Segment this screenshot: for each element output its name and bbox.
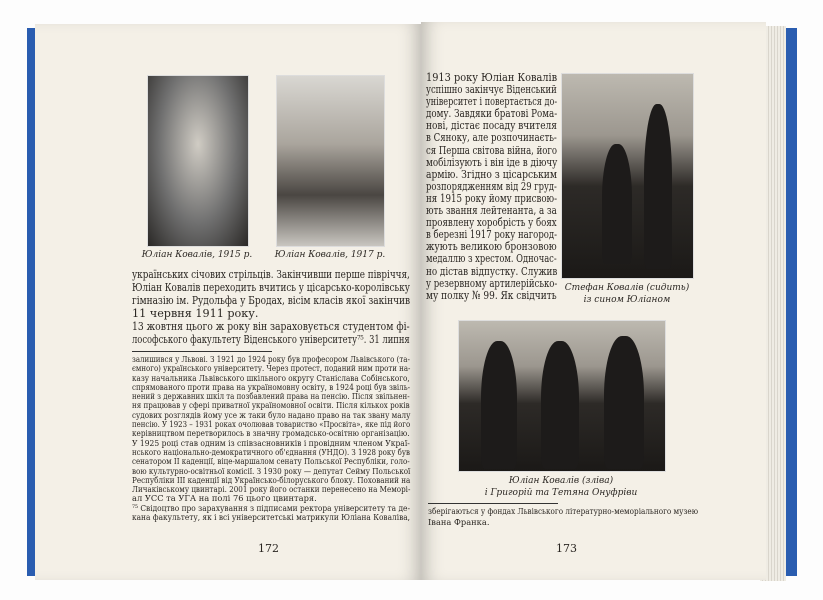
text-line: керівництвом перетворилось в значну громадсько-освітню організацію. bbox=[132, 428, 410, 439]
seated-figure bbox=[602, 144, 632, 264]
photo-caption: Юліан Ковалів, 1915 р. bbox=[141, 250, 253, 260]
text-line: залишився у Львові. З 1921 до 1924 року був професором Львівського (та- bbox=[132, 354, 410, 364]
page-number: 172 bbox=[258, 542, 279, 555]
footnote-divider bbox=[428, 503, 558, 504]
standing-figure bbox=[644, 104, 672, 269]
text-line: ня працював у сфері приватної україномовної освіти. Після кількох років bbox=[132, 400, 410, 411]
left-footnote-text bbox=[132, 355, 410, 522]
text-line: університет і повертається до- bbox=[426, 95, 558, 109]
text-line: Личаківському цвинтарі. 2001 року його останки перенесено на Меморі- bbox=[132, 484, 411, 495]
text-line: судових розглядів йому усе ж таки було надано право на так звану малу bbox=[132, 409, 411, 420]
text-line: зберігаються у фондах Львівського літературно-меморіального музею bbox=[428, 506, 699, 516]
text-line: мобілізують і він іде в діючу bbox=[426, 155, 558, 169]
photo-caption: Юліан Ковалів (зліва) і Григорій та Тетяна Онуфріви bbox=[484, 476, 638, 498]
text-line: армію. Згідно з цісарським bbox=[426, 167, 558, 181]
text-line: ють звання лейтенанта, а за bbox=[426, 204, 557, 218]
figure bbox=[604, 336, 644, 469]
photo-caption: Юліан Ковалів, 1917 р. bbox=[274, 250, 386, 260]
text-line: но дістав відпустку. Служив bbox=[426, 264, 558, 278]
text-line: в Сяноку, але розпочинаєть- bbox=[426, 131, 557, 145]
text-line: нові, дістає посаду вчителя bbox=[426, 119, 557, 133]
text-line: 1913 року Юліан Ковалів bbox=[426, 71, 558, 84]
text-line: вою культурно-освітньої комісії. З 1930 року — депутат Сейму Польської bbox=[132, 465, 411, 476]
text-line: ємного) українського університету. Через протест, поданий ним проти на- bbox=[132, 363, 411, 374]
text-line: ⁷⁵ Свідоцтво про зарахування з підписами ректора університету та де- bbox=[132, 502, 410, 513]
text-line: ня 1915 року йому присвою- bbox=[426, 191, 558, 205]
text-line: українських січових стрільців. Закінчивши перше півріччя, bbox=[132, 268, 410, 281]
text-line: у резервному артилерійсько- bbox=[426, 276, 558, 290]
text-line: У 1925 році став одним із співзасновників і провідним членом Украї- bbox=[132, 437, 410, 448]
photo-kovaliv-1915 bbox=[147, 75, 249, 247]
left-body-text bbox=[132, 268, 410, 346]
photo-kovaliv-onufriv bbox=[458, 320, 666, 472]
text-line: Республіки III каденції від Українсько-білоруського блоку. Похований на bbox=[132, 474, 411, 485]
right-footnote-text bbox=[428, 506, 698, 528]
text-line: ал УСС та УГА на полі 76 цього цвинтаря. bbox=[132, 493, 317, 504]
photo-caption: Стефан Ковалів (сидить) із сином Юліаном bbox=[564, 283, 690, 305]
text-line: в березні 1917 року нагород- bbox=[426, 228, 558, 242]
text-line: гімназію ім. Рудольфа у Бродах, вісім класів якої закінчив bbox=[132, 294, 411, 307]
text-line: спрямованого проти права на україномовну освіту, в 1924 році був звіль- bbox=[132, 381, 411, 392]
text-line: Юліан Ковалів переходить вчитись у цісарсько-королівську bbox=[132, 281, 410, 294]
page-number: 173 bbox=[556, 542, 577, 555]
text-line: казу начальника Львівського шкільного округу Станіслава Собінського, bbox=[132, 372, 410, 383]
text-line: успішно закінчує Віденський bbox=[426, 83, 557, 97]
text-line: медаллю з хрестом. Одночас- bbox=[426, 252, 557, 266]
text-line: нений з державних шкіл та позбавлений права на пенсію. Після звільнен- bbox=[132, 391, 410, 402]
text-line: лософського факультету Віденського університету⁷⁵. 31 липня bbox=[132, 333, 410, 346]
right-body-text bbox=[426, 72, 557, 302]
figure bbox=[541, 341, 579, 469]
figure bbox=[481, 341, 517, 469]
footnote-divider bbox=[132, 351, 272, 352]
text-line: нського національно-демократичного об'єднання (УНДО). З 1928 року був bbox=[132, 446, 411, 457]
text-line: ся Перша світова війна, його bbox=[426, 143, 557, 157]
photo-stefan-and-yulian bbox=[561, 73, 694, 279]
text-line: дому. Завдяки братові Рома- bbox=[426, 107, 558, 121]
photo-kovaliv-1917 bbox=[276, 75, 385, 247]
text-line: жують великою бронзовою bbox=[426, 240, 557, 254]
text-line: 11 червня 1911 року. bbox=[132, 307, 259, 320]
text-line: 13 жовтня цього ж року він зараховується студентом фі- bbox=[132, 320, 410, 333]
text-line: Івана Франка. bbox=[428, 517, 490, 527]
text-line: кана факультету, як і всі університетські матрикули Юліана Коваліва, bbox=[132, 512, 411, 523]
text-line: розпорядженням від 29 груд- bbox=[426, 179, 557, 193]
text-line: проявлену хоробрість у боях bbox=[426, 216, 557, 230]
text-line: му полку № 99. Як свідчить bbox=[426, 288, 557, 302]
text-line: сенатором II каденції, віце-маршалом сенату Польської Республіки, голо- bbox=[132, 456, 410, 467]
text-line: пенсію. У 1923 – 1931 роках очолював товариство «Просвіта», яке під його bbox=[132, 419, 411, 430]
